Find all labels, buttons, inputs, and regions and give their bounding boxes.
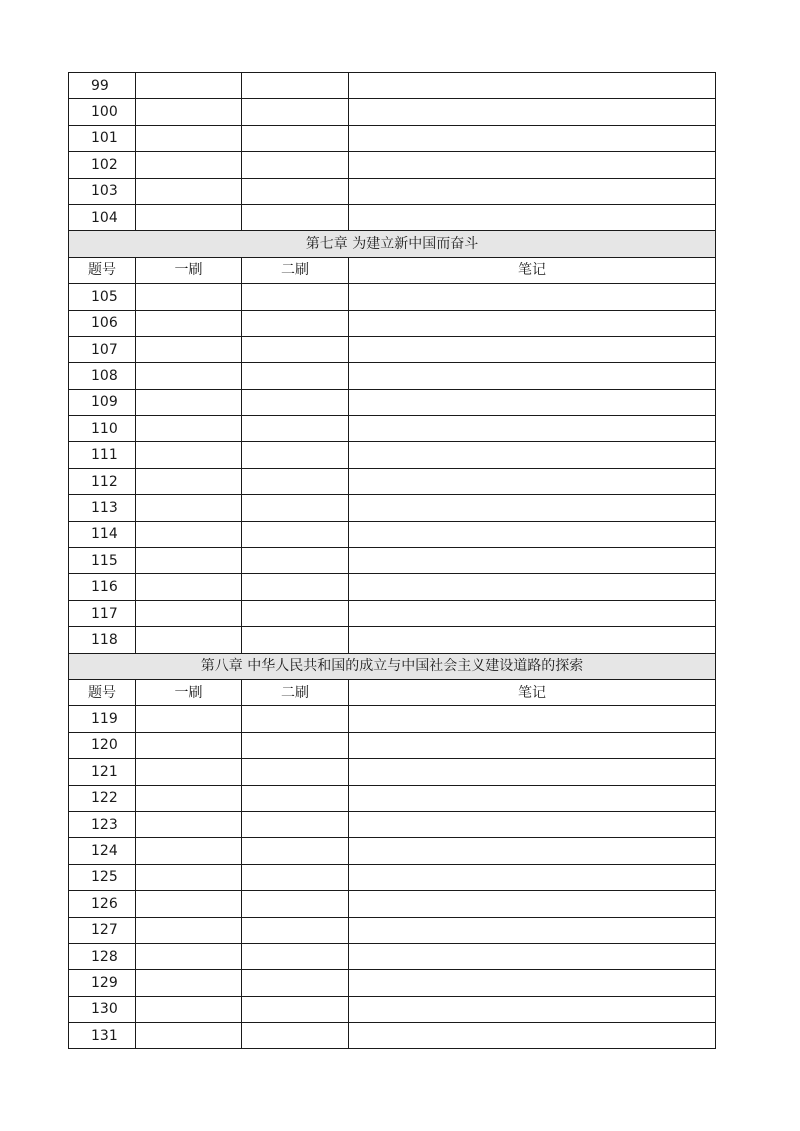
second-pass-cell[interactable] (242, 838, 349, 864)
notes-cell[interactable] (349, 389, 716, 415)
second-pass-cell[interactable] (242, 389, 349, 415)
second-pass-cell[interactable] (242, 811, 349, 837)
second-pass-cell[interactable] (242, 336, 349, 362)
table-row (69, 363, 716, 389)
notes-cell[interactable] (349, 970, 716, 996)
notes-cell[interactable] (349, 811, 716, 837)
first-pass-cell[interactable] (136, 521, 242, 547)
question-number: 99 (69, 73, 136, 99)
notes-cell[interactable] (349, 785, 716, 811)
question-number: 118 (69, 627, 136, 653)
first-pass-cell[interactable] (136, 864, 242, 890)
second-pass-cell[interactable] (242, 204, 349, 230)
notes-cell[interactable] (349, 891, 716, 917)
second-pass-cell[interactable] (242, 891, 349, 917)
second-pass-cell[interactable] (242, 495, 349, 521)
first-pass-cell[interactable] (136, 178, 242, 204)
notes-cell[interactable] (349, 627, 716, 653)
header-first-pass: 一刷 (136, 679, 242, 705)
second-pass-cell[interactable] (242, 521, 349, 547)
notes-cell[interactable] (349, 178, 716, 204)
first-pass-cell[interactable] (136, 627, 242, 653)
table-row (69, 204, 716, 230)
notes-cell[interactable] (349, 521, 716, 547)
second-pass-cell[interactable] (242, 363, 349, 389)
question-number: 120 (69, 732, 136, 758)
first-pass-cell[interactable] (136, 759, 242, 785)
table-row (69, 125, 716, 151)
second-pass-cell[interactable] (242, 1023, 349, 1049)
table-row (69, 178, 716, 204)
notes-cell[interactable] (349, 73, 716, 99)
notes-cell[interactable] (349, 310, 716, 336)
second-pass-cell[interactable] (242, 416, 349, 442)
question-number: 106 (69, 310, 136, 336)
question-number: 115 (69, 548, 136, 574)
notes-cell[interactable] (349, 495, 716, 521)
table-row (69, 548, 716, 574)
first-pass-cell[interactable] (136, 495, 242, 521)
first-pass-cell[interactable] (136, 204, 242, 230)
question-number: 122 (69, 785, 136, 811)
first-pass-cell[interactable] (136, 706, 242, 732)
second-pass-cell[interactable] (242, 627, 349, 653)
table-row (69, 838, 716, 864)
header-second-pass: 二刷 (242, 679, 349, 705)
question-number: 108 (69, 363, 136, 389)
table-row (69, 389, 716, 415)
first-pass-cell[interactable] (136, 363, 242, 389)
second-pass-cell[interactable] (242, 468, 349, 494)
table-row (69, 152, 716, 178)
first-pass-cell[interactable] (136, 600, 242, 626)
notes-cell[interactable] (349, 600, 716, 626)
table-row (69, 495, 716, 521)
notes-cell[interactable] (349, 838, 716, 864)
second-pass-cell[interactable] (242, 785, 349, 811)
table-row (69, 574, 716, 600)
first-pass-cell[interactable] (136, 310, 242, 336)
question-number: 126 (69, 891, 136, 917)
first-pass-cell[interactable] (136, 891, 242, 917)
notes-cell[interactable] (349, 416, 716, 442)
first-pass-cell[interactable] (136, 785, 242, 811)
notes-cell[interactable] (349, 442, 716, 468)
notes-cell[interactable] (349, 468, 716, 494)
table-row (69, 970, 716, 996)
first-pass-cell[interactable] (136, 917, 242, 943)
table-row (69, 468, 716, 494)
first-pass-cell[interactable] (136, 548, 242, 574)
question-number: 121 (69, 759, 136, 785)
table-row (69, 706, 716, 732)
question-number: 103 (69, 178, 136, 204)
first-pass-cell[interactable] (136, 389, 242, 415)
table-row (69, 336, 716, 362)
table-row (69, 759, 716, 785)
table-row (69, 811, 716, 837)
study-log-table (68, 72, 716, 1049)
question-number: 104 (69, 204, 136, 230)
second-pass-cell[interactable] (242, 73, 349, 99)
question-number: 105 (69, 284, 136, 310)
notes-cell[interactable] (349, 548, 716, 574)
second-pass-cell[interactable] (242, 284, 349, 310)
question-number: 128 (69, 943, 136, 969)
notes-cell[interactable] (349, 996, 716, 1022)
column-header-row (69, 257, 716, 283)
first-pass-cell[interactable] (136, 996, 242, 1022)
table-row (69, 891, 716, 917)
second-pass-cell[interactable] (242, 706, 349, 732)
table-row (69, 73, 716, 99)
question-number: 112 (69, 468, 136, 494)
question-number: 124 (69, 838, 136, 864)
second-pass-cell[interactable] (242, 917, 349, 943)
question-number: 111 (69, 442, 136, 468)
second-pass-cell[interactable] (242, 574, 349, 600)
question-number: 101 (69, 125, 136, 151)
question-number: 102 (69, 152, 136, 178)
table-row (69, 864, 716, 890)
header-first-pass: 一刷 (136, 257, 242, 283)
second-pass-cell[interactable] (242, 442, 349, 468)
notes-cell[interactable] (349, 943, 716, 969)
notes-cell[interactable] (349, 864, 716, 890)
second-pass-cell[interactable] (242, 125, 349, 151)
second-pass-cell[interactable] (242, 732, 349, 758)
second-pass-cell[interactable] (242, 970, 349, 996)
notes-cell[interactable] (349, 152, 716, 178)
second-pass-cell[interactable] (242, 99, 349, 125)
question-number: 125 (69, 864, 136, 890)
question-number: 100 (69, 99, 136, 125)
question-number: 119 (69, 706, 136, 732)
first-pass-cell[interactable] (136, 152, 242, 178)
question-number: 117 (69, 600, 136, 626)
table-row (69, 600, 716, 626)
table-row (69, 442, 716, 468)
header-number: 题号 (69, 257, 136, 283)
first-pass-cell[interactable] (136, 416, 242, 442)
question-number: 129 (69, 970, 136, 996)
table-row (69, 785, 716, 811)
table-row (69, 521, 716, 547)
chapter-title-row (69, 231, 716, 257)
question-number: 131 (69, 1023, 136, 1049)
notes-cell[interactable] (349, 706, 716, 732)
table-row (69, 284, 716, 310)
question-number: 109 (69, 389, 136, 415)
question-number: 130 (69, 996, 136, 1022)
question-number: 127 (69, 917, 136, 943)
notes-cell[interactable] (349, 574, 716, 600)
first-pass-cell[interactable] (136, 732, 242, 758)
table-row (69, 627, 716, 653)
question-number: 110 (69, 416, 136, 442)
table-row (69, 996, 716, 1022)
table-row (69, 732, 716, 758)
first-pass-cell[interactable] (136, 838, 242, 864)
question-number: 114 (69, 521, 136, 547)
second-pass-cell[interactable] (242, 759, 349, 785)
notes-cell[interactable] (349, 363, 716, 389)
notes-cell[interactable] (349, 1023, 716, 1049)
first-pass-cell[interactable] (136, 73, 242, 99)
header-notes: 笔记 (349, 679, 716, 705)
notes-cell[interactable] (349, 917, 716, 943)
table-row (69, 943, 716, 969)
header-notes: 笔记 (349, 257, 716, 283)
second-pass-cell[interactable] (242, 548, 349, 574)
notes-cell[interactable] (349, 759, 716, 785)
second-pass-cell[interactable] (242, 178, 349, 204)
second-pass-cell[interactable] (242, 152, 349, 178)
table-row (69, 99, 716, 125)
second-pass-cell[interactable] (242, 943, 349, 969)
first-pass-cell[interactable] (136, 574, 242, 600)
first-pass-cell[interactable] (136, 970, 242, 996)
first-pass-cell[interactable] (136, 468, 242, 494)
notes-cell[interactable] (349, 204, 716, 230)
table-row (69, 917, 716, 943)
table-row (69, 416, 716, 442)
second-pass-cell[interactable] (242, 864, 349, 890)
chapter-title: 第七章 为建立新中国而奋斗 (69, 231, 716, 257)
notes-cell[interactable] (349, 99, 716, 125)
notes-cell[interactable] (349, 732, 716, 758)
column-header-row (69, 679, 716, 705)
first-pass-cell[interactable] (136, 442, 242, 468)
header-second-pass: 二刷 (242, 257, 349, 283)
notes-cell[interactable] (349, 284, 716, 310)
question-number: 116 (69, 574, 136, 600)
first-pass-cell[interactable] (136, 811, 242, 837)
question-number: 123 (69, 811, 136, 837)
second-pass-cell[interactable] (242, 996, 349, 1022)
table-row (69, 1023, 716, 1049)
question-number: 107 (69, 336, 136, 362)
table-row (69, 310, 716, 336)
header-number: 题号 (69, 679, 136, 705)
second-pass-cell[interactable] (242, 600, 349, 626)
chapter-title-row (69, 653, 716, 679)
notes-cell[interactable] (349, 336, 716, 362)
first-pass-cell[interactable] (136, 284, 242, 310)
first-pass-cell[interactable] (136, 336, 242, 362)
first-pass-cell[interactable] (136, 99, 242, 125)
second-pass-cell[interactable] (242, 310, 349, 336)
study-log-body (69, 73, 716, 1049)
chapter-title: 第八章 中华人民共和国的成立与中国社会主义建设道路的探索 (69, 653, 716, 679)
first-pass-cell[interactable] (136, 1023, 242, 1049)
question-number: 113 (69, 495, 136, 521)
notes-cell[interactable] (349, 125, 716, 151)
first-pass-cell[interactable] (136, 125, 242, 151)
first-pass-cell[interactable] (136, 943, 242, 969)
